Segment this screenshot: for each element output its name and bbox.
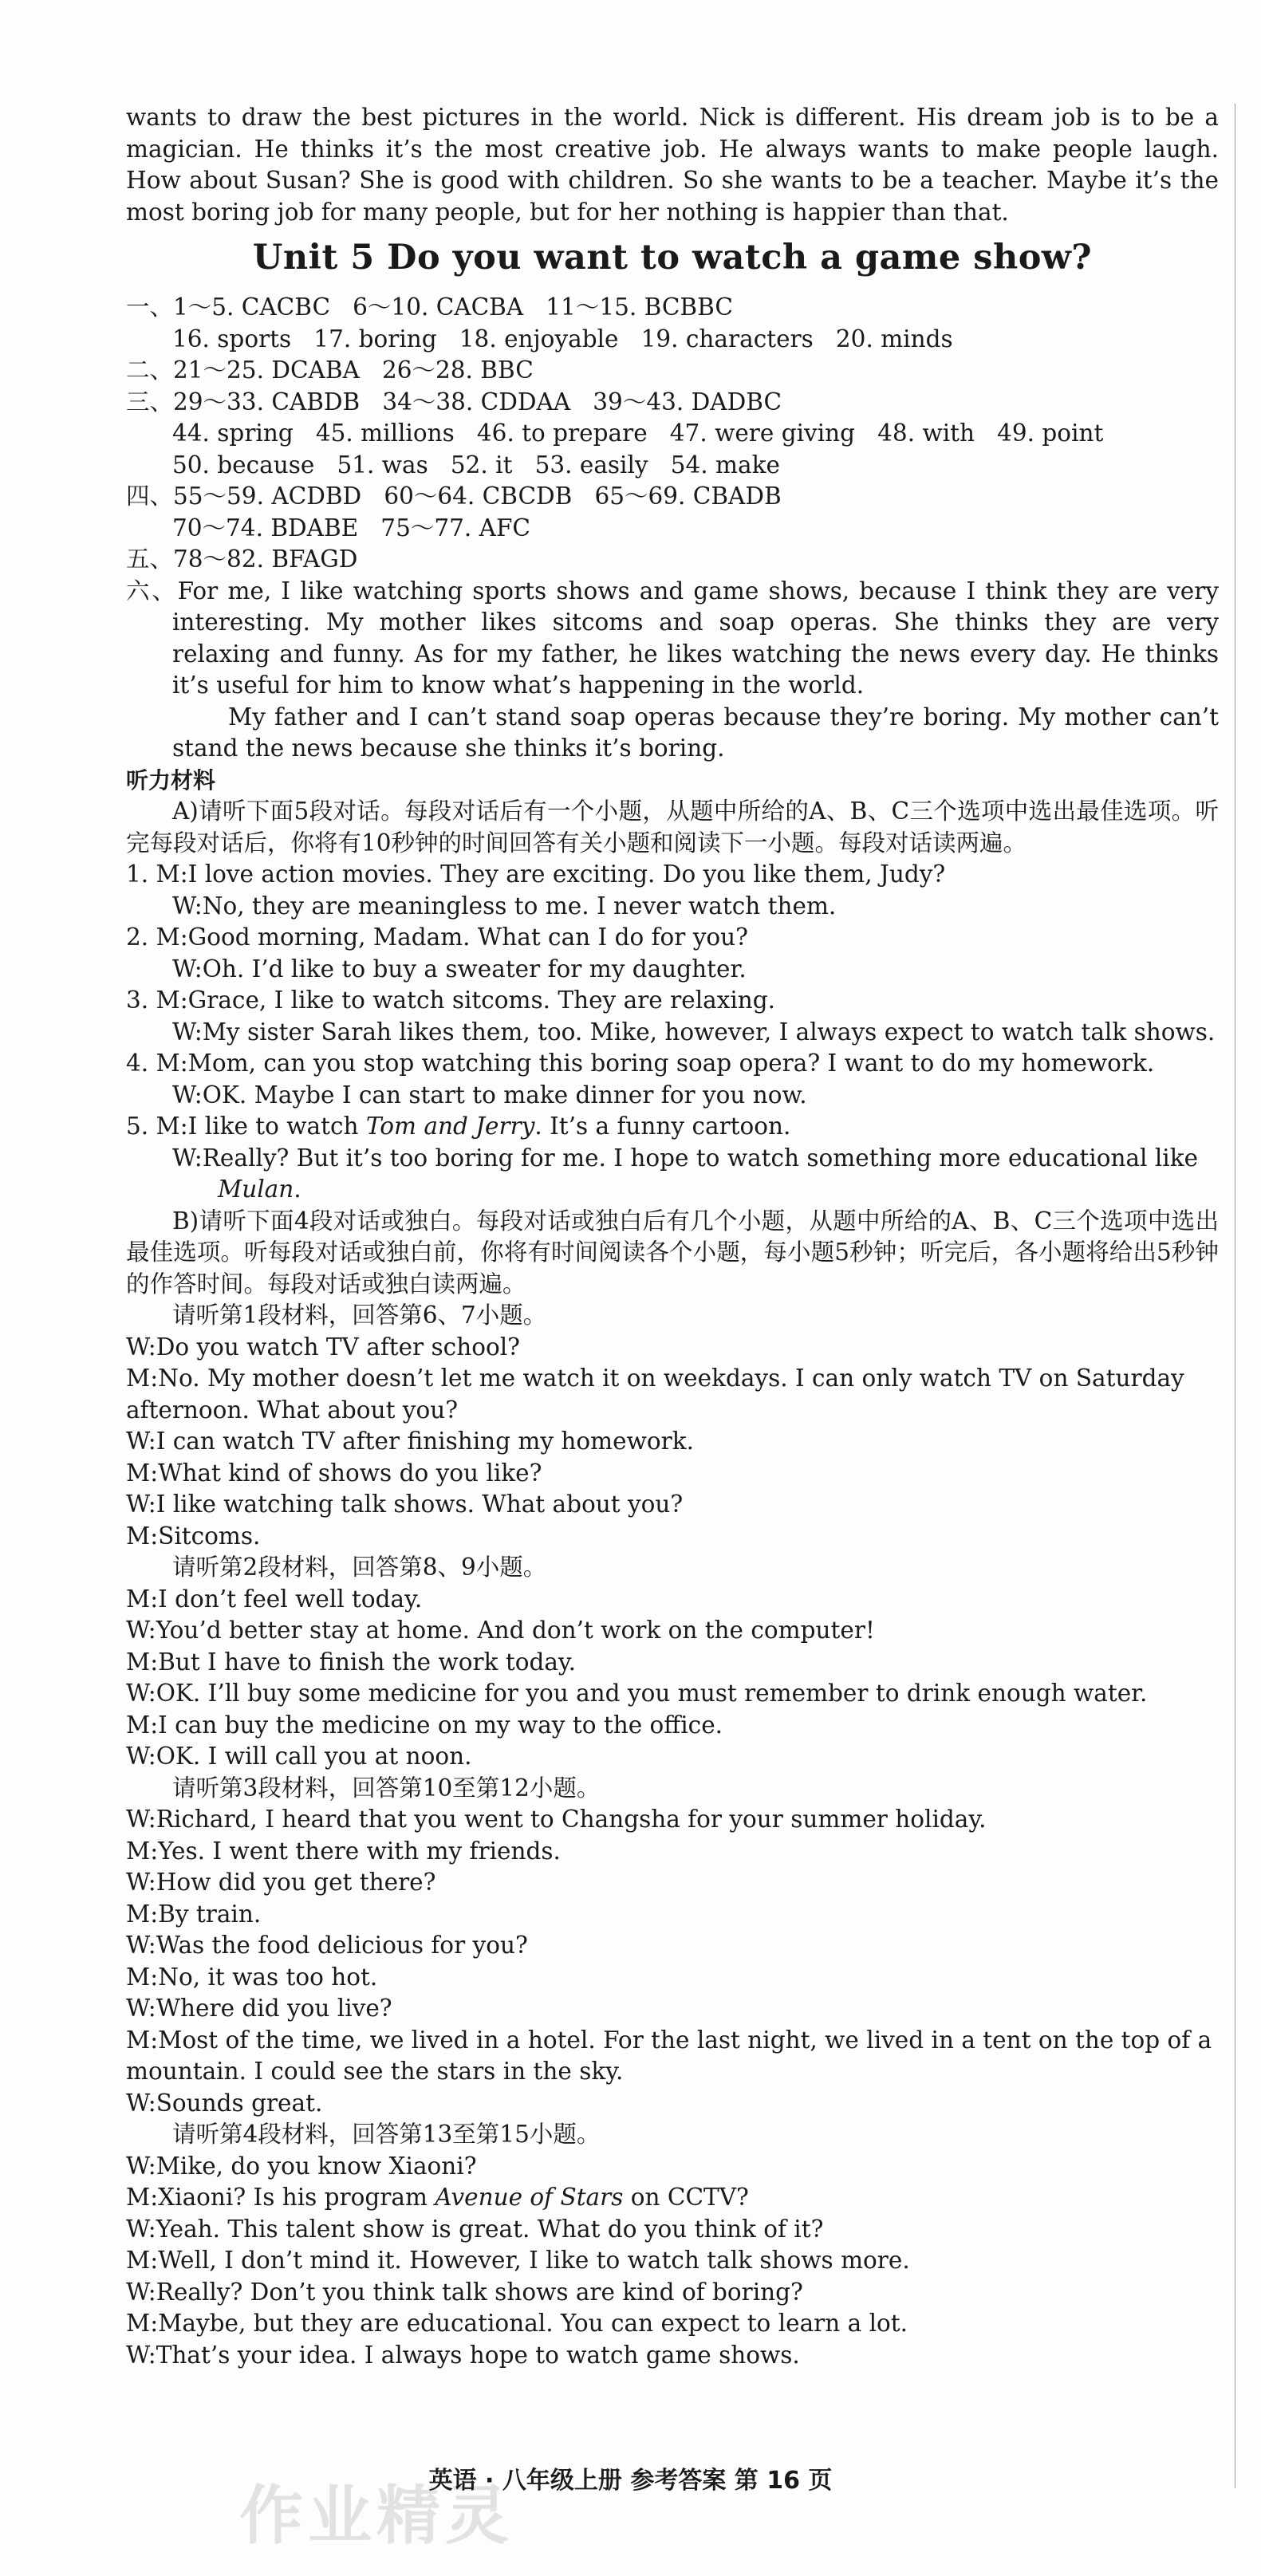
dialogue-line: M:Sitcoms.: [126, 1522, 261, 1550]
dialogue-line: W:Richard, I heard that you went to Changsha for your summer holiday.: [126, 1806, 987, 1833]
dialogue-line: M:Most of the time, we lived in a hotel. For the last night, we lived in a tent on the top of a mountain. I could see the stars in the sky.: [126, 2026, 1212, 2085]
dialogue-line: W:Mike, do you know Xiaoni?: [126, 2152, 477, 2180]
answer-line: 一、1～5. CACBC 6～10. CACBA 11～15. BCBBC: [126, 293, 733, 321]
dialogue-line: M:No. My mother doesn’t let me watch it on weekdays. I can only watch TV on Saturday afternoon. What about you?: [126, 1365, 1184, 1424]
dialogue-line: 1. M:I love action movies. They are exciting. Do you like them, Judy?: [126, 861, 946, 888]
dialogue-line: M:What kind of shows do you like?: [126, 1459, 542, 1487]
dialogue-line: 2. M:Good morning, Madam. What can I do for you?: [126, 924, 748, 951]
program-title: Avenue of Stars: [435, 2184, 624, 2211]
answer-line: 16. sports 17. boring 18. enjoyable 19. characters 20. minds: [172, 325, 953, 353]
segment-2-dialogue: [126, 1584, 1219, 1773]
dialogue-text: . It’s a funny cartoon.: [534, 1113, 791, 1140]
dialogue-line: W:Really? Don’t you think talk shows are kind of boring?: [126, 2278, 803, 2306]
part-b-instructions: B)请听下面4段对话或独白。每段对话或独白后有几个小题，从题中所给的A、B、C三个选项中选出最佳选项。听每段对话或独白前，你将有时间阅读各个小题，每小题5秒钟；听完后，各小题将给出5秒钟的作答时间。每段对话或独白读两遍。: [126, 1207, 1219, 1298]
answer-line: 44. spring 45. millions 46. to prepare 47. were giving 48. with 49. point: [172, 419, 1104, 447]
top-paragraph: wants to draw the best pictures in the world. Nick is different. His dream job is to be a magician. He thinks it’s the most creative job. He always wants to make people laugh. How about Susan? She is good with children. So she wants to be a teacher. Maybe it’s the most boring job for many people, but for her nothing is happier than that.: [126, 104, 1219, 226]
writing-answer-paragraph-2: My father and I can’t stand soap operas because they’re boring. My mother can’t stand the news because she thinks it’s boring.: [172, 703, 1219, 762]
dialogue-line: W:OK. I will call you at noon.: [126, 1743, 472, 1770]
dialogue-line: M:By train.: [126, 1900, 262, 1928]
answer-list: [126, 292, 1219, 576]
dialogue-line: M:Yes. I went there with my friends.: [126, 1837, 561, 1865]
segment-3-heading: 请听第3段材料，回答第10至第12小题。: [172, 1774, 601, 1802]
listening-heading: 听力材料: [126, 766, 216, 794]
segment-1-heading: 请听第1段材料，回答第6、7小题。: [172, 1302, 547, 1329]
writing-answer-paragraph-1: 六、For me, I like watching sports shows and game shows, because I think they are very interesting. My mother likes sitcoms and soap operas. She thinks they are very relaxing and funny. As for my father, he likes watching the news every day. He thinks it’s useful for him to know what’s happening in the world.: [126, 577, 1219, 699]
dialogue-line: W:No, they are meaningless to me. I never watch them.: [172, 892, 837, 920]
dialogue-line: [126, 1174, 1219, 1206]
segment-4-heading: 请听第4段材料，回答第13至第15小题。: [172, 2121, 601, 2148]
segment-2-heading: 请听第2段材料，回答第8、9小题。: [172, 1554, 547, 1581]
dialogue-line: W:I like watching talk shows. What about you?: [126, 1491, 684, 1518]
dialogue-line: W:How did you get there?: [126, 1869, 436, 1896]
dialogue-line: W:Do you watch TV after school?: [126, 1333, 520, 1361]
answer-line: 二、21～25. DCABA 26～28. BBC: [126, 356, 534, 384]
program-title: Tom and Jerry: [365, 1113, 535, 1140]
segment-4-dialogue: [126, 2151, 1219, 2372]
dialogue-line: W:OK. Maybe I can start to make dinner for you now.: [172, 1081, 807, 1109]
segment-1-dialogue: [126, 1332, 1219, 1553]
page-footer: 英语 · 八年级上册 参考答案 第 16 页: [428, 2467, 833, 2495]
dialogue-line: M:Maybe, but they are educational. You can expect to learn a lot.: [126, 2310, 908, 2337]
dialogue-line: W:Was the food delicious for you?: [126, 1932, 528, 1959]
dialogue-line: W:My sister Sarah likes them, too. Mike, however, I always expect to watch talk shows.: [172, 1018, 1216, 1046]
dialogue-line: [126, 2182, 1219, 2214]
dialogue-line: W:Where did you live?: [126, 1995, 392, 2022]
dialogue-line: M:No, it was too hot.: [126, 1963, 378, 1991]
watermark: 作业精灵: [239, 2479, 514, 2553]
dialogue-line: 3. M:Grace, I like to watch sitcoms. They are relaxing.: [126, 987, 776, 1014]
program-title: Mulan: [218, 1176, 294, 1203]
answer-line: 四、55～59. ACDBD 60～64. CBCDB 65～69. CBADB: [126, 483, 782, 510]
dialogue-line: W:I can watch TV after finishing my homework.: [126, 1428, 694, 1455]
answer-line: 三、29～33. CABDB 34～38. CDDAA 39～43. DADBC: [126, 388, 782, 416]
dialogue-line: W:Oh. I’d like to buy a sweater for my daughter.: [172, 955, 747, 983]
dialogue-line: 4. M:Mom, can you stop watching this boring soap opera? I want to do my homework.: [126, 1050, 1155, 1077]
dialogue-text: .: [294, 1176, 301, 1203]
dialogue-text: M:Xiaoni? Is his program: [126, 2184, 435, 2211]
dialogue-text: on CCTV?: [623, 2184, 749, 2211]
answer-line: 五、78～82. BFAGD: [126, 546, 358, 573]
dialogue-line: M:I don’t feel well today.: [126, 1585, 423, 1613]
answer-line: 70～74. BDABE 75～77. AFC: [172, 514, 530, 542]
dialogue-line: W:Sounds great.: [126, 2089, 323, 2117]
dialogue-line: W:OK. I’ll buy some medicine for you and you must remember to drink enough water.: [126, 1680, 1148, 1707]
answer-line: 50. because 51. was 52. it 53. easily 54. make: [172, 451, 780, 479]
main-column: [126, 102, 1219, 2371]
segment-3-dialogue: [126, 1804, 1219, 2119]
dialogue-line: M:But I have to finish the work today.: [126, 1648, 577, 1676]
dialogue-line: W:You’d better stay at home. And don’t work on the computer!: [126, 1617, 875, 1644]
unit-title: Unit 5 Do you want to watch a game show?: [252, 238, 1093, 278]
part-a-dialogues: [126, 859, 1219, 1206]
part-a-instructions: A)请听下面5段对话。每段对话后有一个小题，从题中所给的A、B、C三个选项中选出最佳选项。听完每段对话后，你将有10秒钟的时间回答有关小题和阅读下一小题。每段对话读两遍。: [126, 798, 1219, 857]
dialogue-line: [126, 1111, 1219, 1143]
dialogue-line: W:Really? But it’s too boring for me. I hope to watch something more educational like: [172, 1144, 1199, 1172]
dialogue-line: W:Yeah. This talent show is great. What do you think of it?: [126, 2215, 824, 2243]
dialogue-line: M:Well, I don’t mind it. However, I like to watch talk shows more.: [126, 2247, 910, 2274]
dialogue-line: W:That’s your idea. I always hope to watch game shows.: [126, 2341, 800, 2369]
dialogue-text: 5. M:I like to watch: [126, 1113, 366, 1140]
dialogue-line: M:I can buy the medicine on my way to the office.: [126, 1711, 723, 1739]
